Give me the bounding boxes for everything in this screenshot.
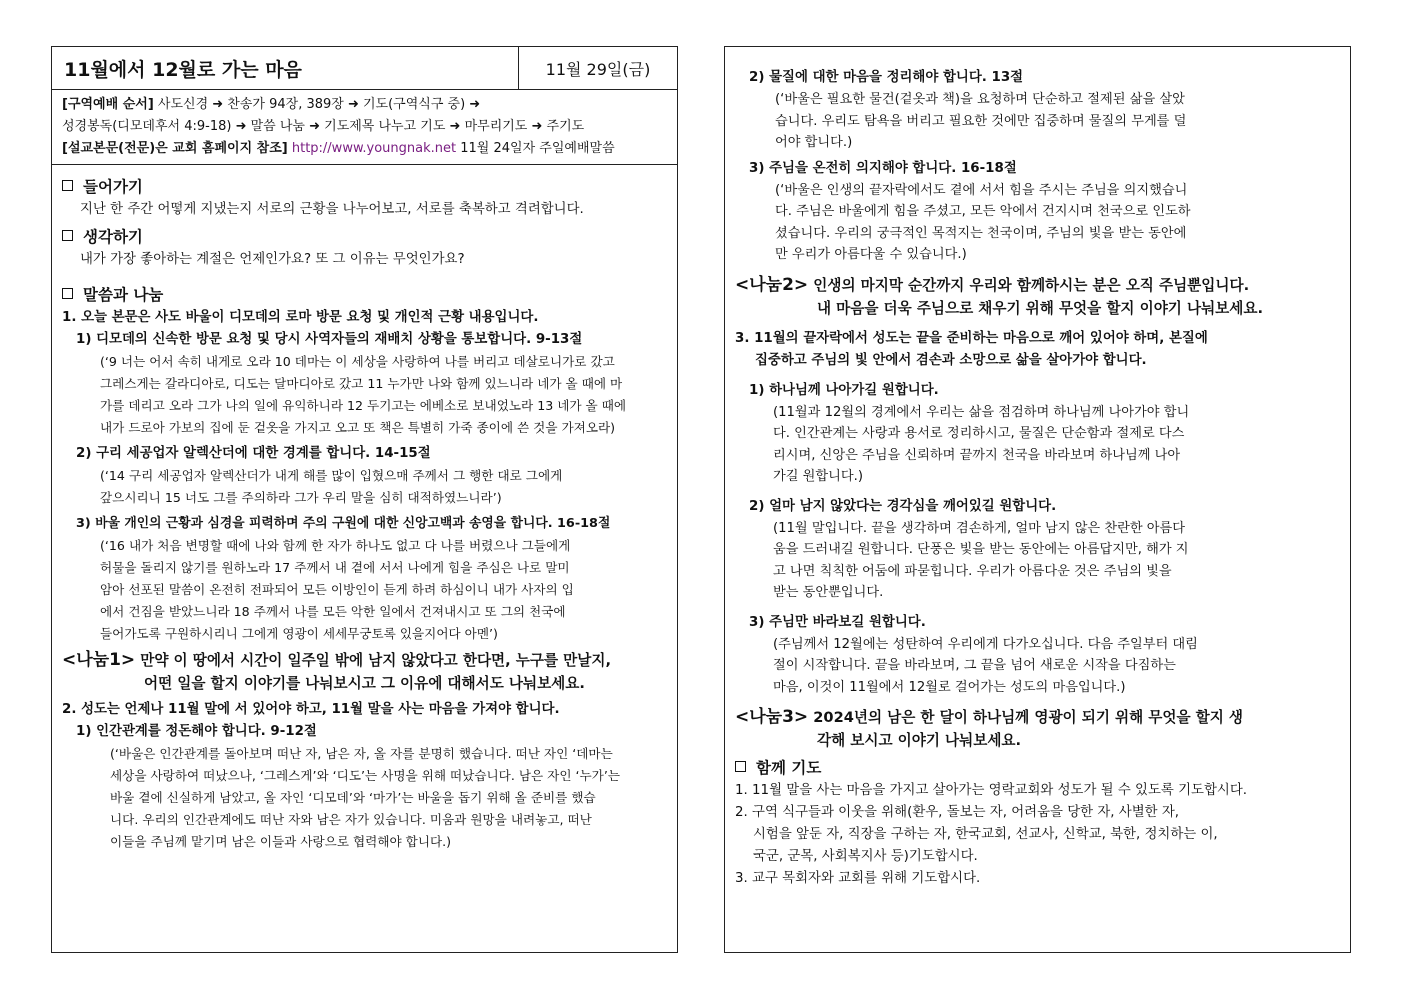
verse-line: 셨습니다. 우리의 궁극적인 목적지는 천국이며, 주님의 빛을 받는 동안에: [775, 225, 1187, 241]
verse-line: 이들을 주님께 맡기며 남은 이들과 사랑으로 협력해야 합니다.): [110, 834, 452, 849]
right-body: [725, 47, 1350, 896]
s2-b-title: 2) 물질에 대한 마음을 정리해야 합니다. 13절: [749, 70, 1024, 85]
verse-line: (‘바울은 인간관계를 돌아보며 떠난 자, 남은 자, 올 자를 분명히 했습니다. 떠난 자인 ‘데마는: [110, 746, 613, 761]
verse-line: 바울 곁에 신실하게 남았고, 올 자인 ‘디모데’와 ‘마가’는 바울을 돕기 위해 올 준비를 했습: [110, 790, 596, 805]
intro-heading: [62, 175, 667, 199]
sermon-label: [설교본문(전문)은 교회 홈페이지 참조]: [62, 141, 288, 156]
left-body: [52, 165, 677, 859]
share-1-tag: <나눔1>: [62, 650, 136, 670]
verse-line: 만 우리가 아름다울 수 있습니다.): [775, 247, 967, 262]
verse-line: 갚으시리니 15 너도 그를 주의하라 그가 우리 말을 심히 대적하였느니라’): [100, 490, 502, 505]
right-page: [724, 46, 1351, 953]
s1-c-verse: [62, 535, 667, 645]
s3-a-verse: [735, 402, 1340, 488]
verse-line: 허물을 돌리지 않기를 원하노라 17 주께서 내 곁에 서서 나에게 힘을 주심은 나로 말미: [100, 560, 570, 575]
think-text: 내가 가장 좋아하는 계절은 언제인가요? 또 그 이유는 무엇인가요?: [80, 252, 465, 267]
verse-line: (주님께서 12월에는 성탄하여 우리에게 다가오십니다. 다음 주일부터 대림: [773, 636, 1198, 652]
checkbox-icon: [735, 761, 746, 772]
verse-line: 내가 드로아 가보의 집에 둔 겉옷을 가지고 오고 또 책은 특별히 가죽 종이에 쓴 것을 가져오라): [100, 420, 616, 435]
prayer-item-2-line-1: 2. 구역 식구들과 이웃을 위해(환우, 돌보는 자, 어려움을 당한 자, 사별한 자,: [735, 805, 1180, 820]
verse-line: 움을 드러내길 원합니다. 단풍은 빛을 받는 동안에는 아름답지만, 해가 지: [773, 542, 1189, 557]
verse-line: 니다. 우리의 인간관계에도 떠난 자와 남은 자가 있습니다. 미움과 원망을 내려놓고, 떠난: [110, 812, 592, 827]
word-heading: [62, 283, 667, 307]
verse-line: 다. 주님은 바울에게 힘을 주셨고, 모든 악에서 건지시며 천국으로 인도하: [775, 204, 1191, 219]
share-3-tag: <나눔3>: [735, 707, 809, 727]
verse-line: 가를 데리고 오라 그가 나의 일에 유익하니라 12 두기고는 에베소로 보내었노라 13 네가 올 때에: [100, 398, 627, 413]
s2-c-title: 3) 주님을 온전히 의지해야 합니다. 16-18절: [749, 160, 1017, 176]
verse-line: (‘바울은 필요한 물건(겉옷과 책)을 요청하며 단순하고 절제된 삶을 살았: [775, 92, 1185, 107]
verse-line: (‘16 내가 처음 변명할 때에 나와 함께 한 자가 하나도 없고 다 나를 버렸으나 그들에게: [100, 538, 571, 553]
s3-c-title: 3) 주님만 바라보길 원합니다.: [749, 614, 926, 630]
worship-order: [52, 90, 677, 165]
share-2-line-2: 내 마음을 더욱 주님으로 채우기 위해 무엇을 할지 이야기 나눠보세요.: [817, 299, 1264, 317]
verse-line: 마음, 이것이 11월에서 12월로 걸어가는 성도의 마음입니다.): [773, 679, 1126, 695]
verse-line: (11월 말입니다. 끝을 생각하며 겸손하게, 얼마 남지 않은 찬란한 아름다: [773, 520, 1185, 536]
order-line-1: 사도신경 ➜ 찬송가 94장, 389장 ➜ 기도(구역식구 중) ➜: [157, 97, 481, 112]
s1-a-title: 1) 디모데의 신속한 방문 요청 및 당시 사역자들의 재배치 상황을 통보합니다. 9-13절: [76, 332, 583, 347]
verse-line: 리시며, 신앙은 주님을 신뢰하며 끝까지 천국을 바라보며 하나님께 나아: [773, 447, 1181, 463]
s1-a-verse: [62, 351, 667, 439]
s2-b-verse: [735, 89, 1340, 154]
prayer-item-3: 3. 교구 목회자와 교회를 위해 기도합시다.: [735, 871, 981, 886]
verse-line: 가길 원합니다.): [773, 469, 863, 484]
verse-line: 세상을 사랑하여 떠났으나, ‘그레스게’와 ‘디도’는 사명을 위해 떠났습니다. 남은 자인 ‘누가’는: [110, 768, 621, 783]
verse-line: 절이 시작합니다. 끝을 바라보며, 그 끝을 넘어 새로운 시작을 다짐하는: [773, 658, 1176, 673]
page-date: 11월 29일(금): [545, 59, 651, 79]
verse-line: 그레스게는 갈라디아로, 디도는 달마디아로 갔고 11 누가만 나와 함께 있느니라 네가 올 때에 마: [100, 376, 623, 391]
s2-a-title: 1) 인간관계를 정돈해야 합니다. 9-12절: [76, 724, 317, 739]
share-3-line-2: 각해 보시고 이야기 나눠보세요.: [817, 732, 1022, 749]
intro-text: 지난 한 주간 어떻게 지냈는지 서로의 근황을 나누어보고, 서로를 축복하고 격려합니다.: [80, 202, 584, 217]
order-line-2: 성경봉독(디모데후서 4:9-18) ➜ 말씀 나눔 ➜ 기도제목 나누고 기도 ➜ 마무리기도 ➜ 주기도: [62, 119, 585, 134]
verse-line: (‘바울은 인생의 끝자락에서도 곁에 서서 힘을 주시는 주님을 의지했습니: [775, 182, 1188, 198]
verse-line: 어야 합니다.): [775, 135, 853, 150]
left-page: [51, 46, 678, 953]
share-3: [735, 706, 1340, 752]
prayer-heading: [735, 756, 1340, 780]
prayer-item-2-line-3: 국군, 군목, 사회복지사 등)기도합시다.: [753, 849, 978, 864]
prayer-item-2-line-2: 시험을 앞둔 자, 직장을 구하는 자, 한국교회, 선교사, 신학교, 북한, 정치하는 이,: [753, 827, 1218, 842]
checkbox-icon: [62, 288, 73, 299]
share-1: [62, 649, 667, 695]
share-1-line-2: 어떤 일을 할지 이야기를 나눠보시고 그 이유에 대해서도 나눠보세요.: [144, 675, 585, 692]
s3-b-verse: [735, 518, 1340, 604]
s3-a-title: 1) 하나님께 나아가길 원합니다.: [749, 382, 939, 398]
verse-line: 다. 인간관계는 사랑과 용서로 정리하시고, 물질은 단순함과 절제로 다스: [773, 426, 1185, 441]
verse-line: 암아 선포된 말씀이 온전히 전파되어 모든 이방인이 듣게 하려 하심이니 내가 사자의 입: [100, 582, 574, 597]
s2-a-verse: [62, 743, 667, 853]
checkbox-icon: [62, 230, 73, 241]
s1-b-title: 2) 구리 세공업자 알렉산더에 대한 경계를 합니다. 14-15절: [76, 446, 431, 461]
s1-title: 1. 오늘 본문은 사도 바울이 디모데의 로마 방문 요청 및 개인적 근황 내용입니다.: [62, 310, 539, 325]
s1-c-title: 3) 바울 개인의 근황과 심경을 피력하며 주의 구원에 대한 신앙고백과 송영을 합니다. 16-18절: [76, 516, 611, 531]
s3-title-1: 3. 11월의 끝자락에서 성도는 끝을 준비하는 마음으로 깨어 있어야 하며, 본질에: [735, 330, 1208, 346]
verse-line: (11월과 12월의 경계에서 우리는 삶을 점검하며 하나님께 나아가야 합니: [773, 404, 1190, 420]
verse-line: 받는 동안뿐입니다.: [773, 585, 884, 600]
share-3-line-1: 2024년의 남은 한 달이 하나님께 영광이 되기 위해 무엇을 할지 생: [813, 709, 1244, 726]
s2-title: 2. 성도는 언제나 11월 말에 서 있어야 하고, 11월 말을 사는 마음을 가져야 합니다.: [62, 702, 560, 717]
s3-title-2: 집중하고 주님의 빛 안에서 겸손과 소망으로 삶을 살아가야 합니다.: [755, 352, 1147, 368]
share-1-line-1: 만약 이 땅에서 시간이 일주일 밖에 남지 않았다고 한다면, 누구를 만날지,: [140, 652, 611, 669]
s3-c-verse: [735, 634, 1340, 699]
prayer-title: 함께 기도: [756, 759, 822, 777]
checkbox-icon: [62, 180, 73, 191]
intro-title: 들어가기: [83, 178, 143, 196]
verse-line: 들어가도록 구원하시리니 그에게 영광이 세세무궁토록 있을지어다 아멘’): [100, 626, 498, 641]
verse-line: 고 나면 칙칙한 어둠에 파묻힙니다. 우리가 아름다운 것은 주님의 빛을: [773, 563, 1172, 579]
s2-c-verse: [735, 180, 1340, 266]
word-title: 말씀과 나눔: [83, 286, 164, 304]
share-2-tag: <나눔2>: [735, 274, 809, 295]
order-label: [구역예배 순서]: [62, 97, 154, 112]
share-2-line-1: 인생의 마지막 순간까지 우리와 함께하시는 분은 오직 주님뿐입니다.: [813, 276, 1250, 294]
homepage-link[interactable]: http://www.youngnak.net: [291, 141, 457, 156]
verse-line: 습니다. 우리도 탐욕을 버리고 필요한 것에만 집중하며 물질의 무게를 덜: [775, 113, 1187, 129]
header: [52, 47, 677, 90]
prayer-item-1: 1. 11월 말을 사는 마음을 가지고 살아가는 영락교회와 성도가 될 수 있도록 기도합시다.: [735, 783, 1248, 798]
verse-line: (‘14 구리 세공업자 알렉산더가 내게 해를 많이 입혔으매 주께서 그 행한 대로 그에게: [100, 468, 563, 483]
sermon-date: 11월 24일자 주일예배말씀: [460, 141, 615, 156]
s1-b-verse: [62, 465, 667, 509]
s3-b-title: 2) 얼마 남지 않았다는 경각심을 깨어있길 원합니다.: [749, 498, 1057, 514]
verse-line: (‘9 너는 어서 속히 내게로 오라 10 데마는 이 세상을 사랑하여 나를 버리고 데살로니가로 갔고: [100, 354, 615, 369]
think-title: 생각하기: [83, 228, 143, 246]
page-title: 11월에서 12월로 가는 마음: [52, 47, 519, 89]
verse-line: 에서 건짐을 받았느니라 18 주께서 나를 모든 악한 일에서 건져내시고 또 그의 천국에: [100, 604, 566, 619]
share-2: [735, 274, 1340, 320]
think-heading: [62, 225, 667, 249]
